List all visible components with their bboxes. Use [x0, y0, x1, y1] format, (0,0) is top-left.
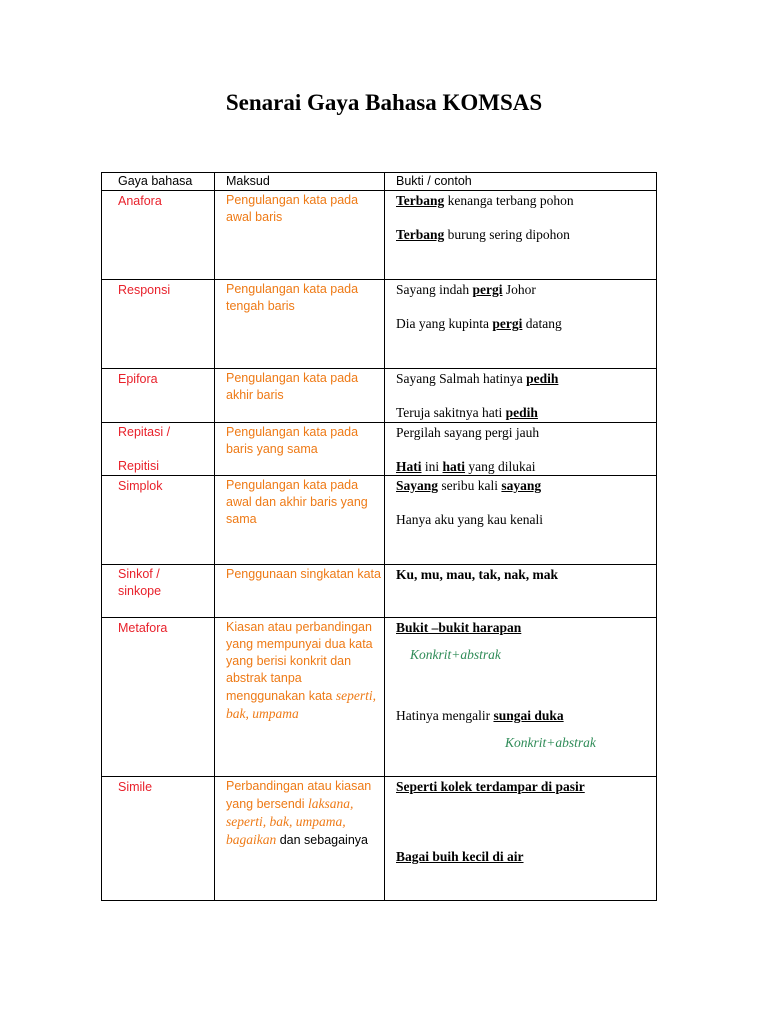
meaning-cell — [215, 476, 385, 565]
example-line: Hatinya mengalir sungai duka — [396, 708, 564, 723]
style-name-cell — [102, 423, 215, 476]
style-name: Simile — [118, 780, 153, 794]
example-cell — [385, 618, 657, 777]
style-name: Repitasi / — [118, 425, 171, 439]
style-meaning: Pengulangan kata pada awal dan akhir baris yang sama — [226, 478, 368, 526]
example-cell — [385, 369, 657, 423]
example-line: Ku, mu, mau, tak, nak, mak — [396, 567, 559, 582]
example-line: Bukit –bukit harapan — [396, 620, 522, 635]
style-name-cell — [102, 280, 215, 369]
meaning-cell — [215, 369, 385, 423]
example-note: Konkrit+abstrak — [410, 647, 501, 662]
example-line: Bagai buih kecil di air — [396, 849, 524, 864]
table-row — [102, 618, 657, 777]
example-cell — [385, 280, 657, 369]
table-row — [102, 565, 657, 618]
example-line: Sayang Salmah hatinya pedih — [396, 371, 559, 386]
style-name-cell — [102, 565, 215, 618]
style-name-cell — [102, 618, 215, 777]
header-gaya-bahasa: Gaya bahasa — [102, 173, 215, 191]
example-line: Terbang kenanga terbang pohon — [396, 193, 574, 208]
example-note: Konkrit+abstrak — [505, 735, 596, 750]
table-row — [102, 423, 657, 476]
style-meaning: Pengulangan kata pada awal baris — [226, 193, 359, 224]
table-row — [102, 777, 657, 901]
style-meaning: Penggunaan singkatan kata — [226, 567, 381, 581]
style-name-cell — [102, 369, 215, 423]
table-row — [102, 476, 657, 565]
style-name: Metafora — [118, 621, 168, 635]
meaning-cell — [215, 565, 385, 618]
style-name-cell — [102, 476, 215, 565]
style-name: sinkope — [118, 584, 162, 598]
table-header-row — [102, 173, 657, 191]
example-line: Hanya aku yang kau kenali — [396, 512, 543, 527]
example-line: Sayang seribu kali sayang — [396, 478, 542, 493]
example-line: Pergilah sayang pergi jauh — [396, 425, 540, 440]
table-row — [102, 191, 657, 280]
header-bukti-contoh: Bukti / contoh — [385, 173, 657, 191]
page-title: Senarai Gaya Bahasa KOMSAS — [225, 90, 543, 115]
example-line: Teruja sakitnya hati pedih — [396, 405, 538, 420]
style-name: Anafora — [118, 194, 162, 208]
example-cell — [385, 565, 657, 618]
style-meaning: Pengulangan kata pada baris yang sama — [226, 425, 359, 456]
gaya-bahasa-table — [101, 172, 657, 901]
style-name: Epifora — [118, 372, 158, 386]
table-row — [102, 369, 657, 423]
meaning-cell — [215, 618, 385, 777]
example-cell — [385, 423, 657, 476]
style-meaning: Kiasan atau perbandingan yang mempunyai dua kata yang berisi konkrit dan abstrak tanpa menggunakan kata seperti, bak, umpama — [226, 620, 376, 721]
style-name: Simplok — [118, 479, 163, 493]
example-line: Seperti kolek terdampar di pasir — [396, 779, 585, 794]
style-name: Sinkof / — [118, 567, 160, 581]
example-cell — [385, 191, 657, 280]
style-name-cell — [102, 191, 215, 280]
example-line: Sayang indah pergi Johor — [396, 282, 536, 297]
example-line: Terbang burung sering dipohon — [396, 227, 570, 242]
header-maksud: Maksud — [215, 173, 385, 191]
style-meaning: Pengulangan kata pada akhir baris — [226, 371, 359, 402]
style-name-cell — [102, 777, 215, 901]
example-cell — [385, 777, 657, 901]
example-cell — [385, 476, 657, 565]
meaning-cell — [215, 777, 385, 901]
style-meaning: Pengulangan kata pada tengah baris — [226, 282, 359, 313]
style-meaning: Perbandingan atau kiasan yang bersendi laksana, seperti, bak, umpama, bagaikan dan sebagainya — [226, 779, 372, 847]
meaning-cell — [215, 423, 385, 476]
meaning-cell — [215, 280, 385, 369]
table-row — [102, 280, 657, 369]
meaning-cell — [215, 191, 385, 280]
style-name: Responsi — [118, 283, 171, 297]
style-name: Repitisi — [118, 459, 159, 473]
example-line: Dia yang kupinta pergi datang — [396, 316, 562, 331]
example-line: Hati ini hati yang dilukai — [396, 459, 536, 474]
